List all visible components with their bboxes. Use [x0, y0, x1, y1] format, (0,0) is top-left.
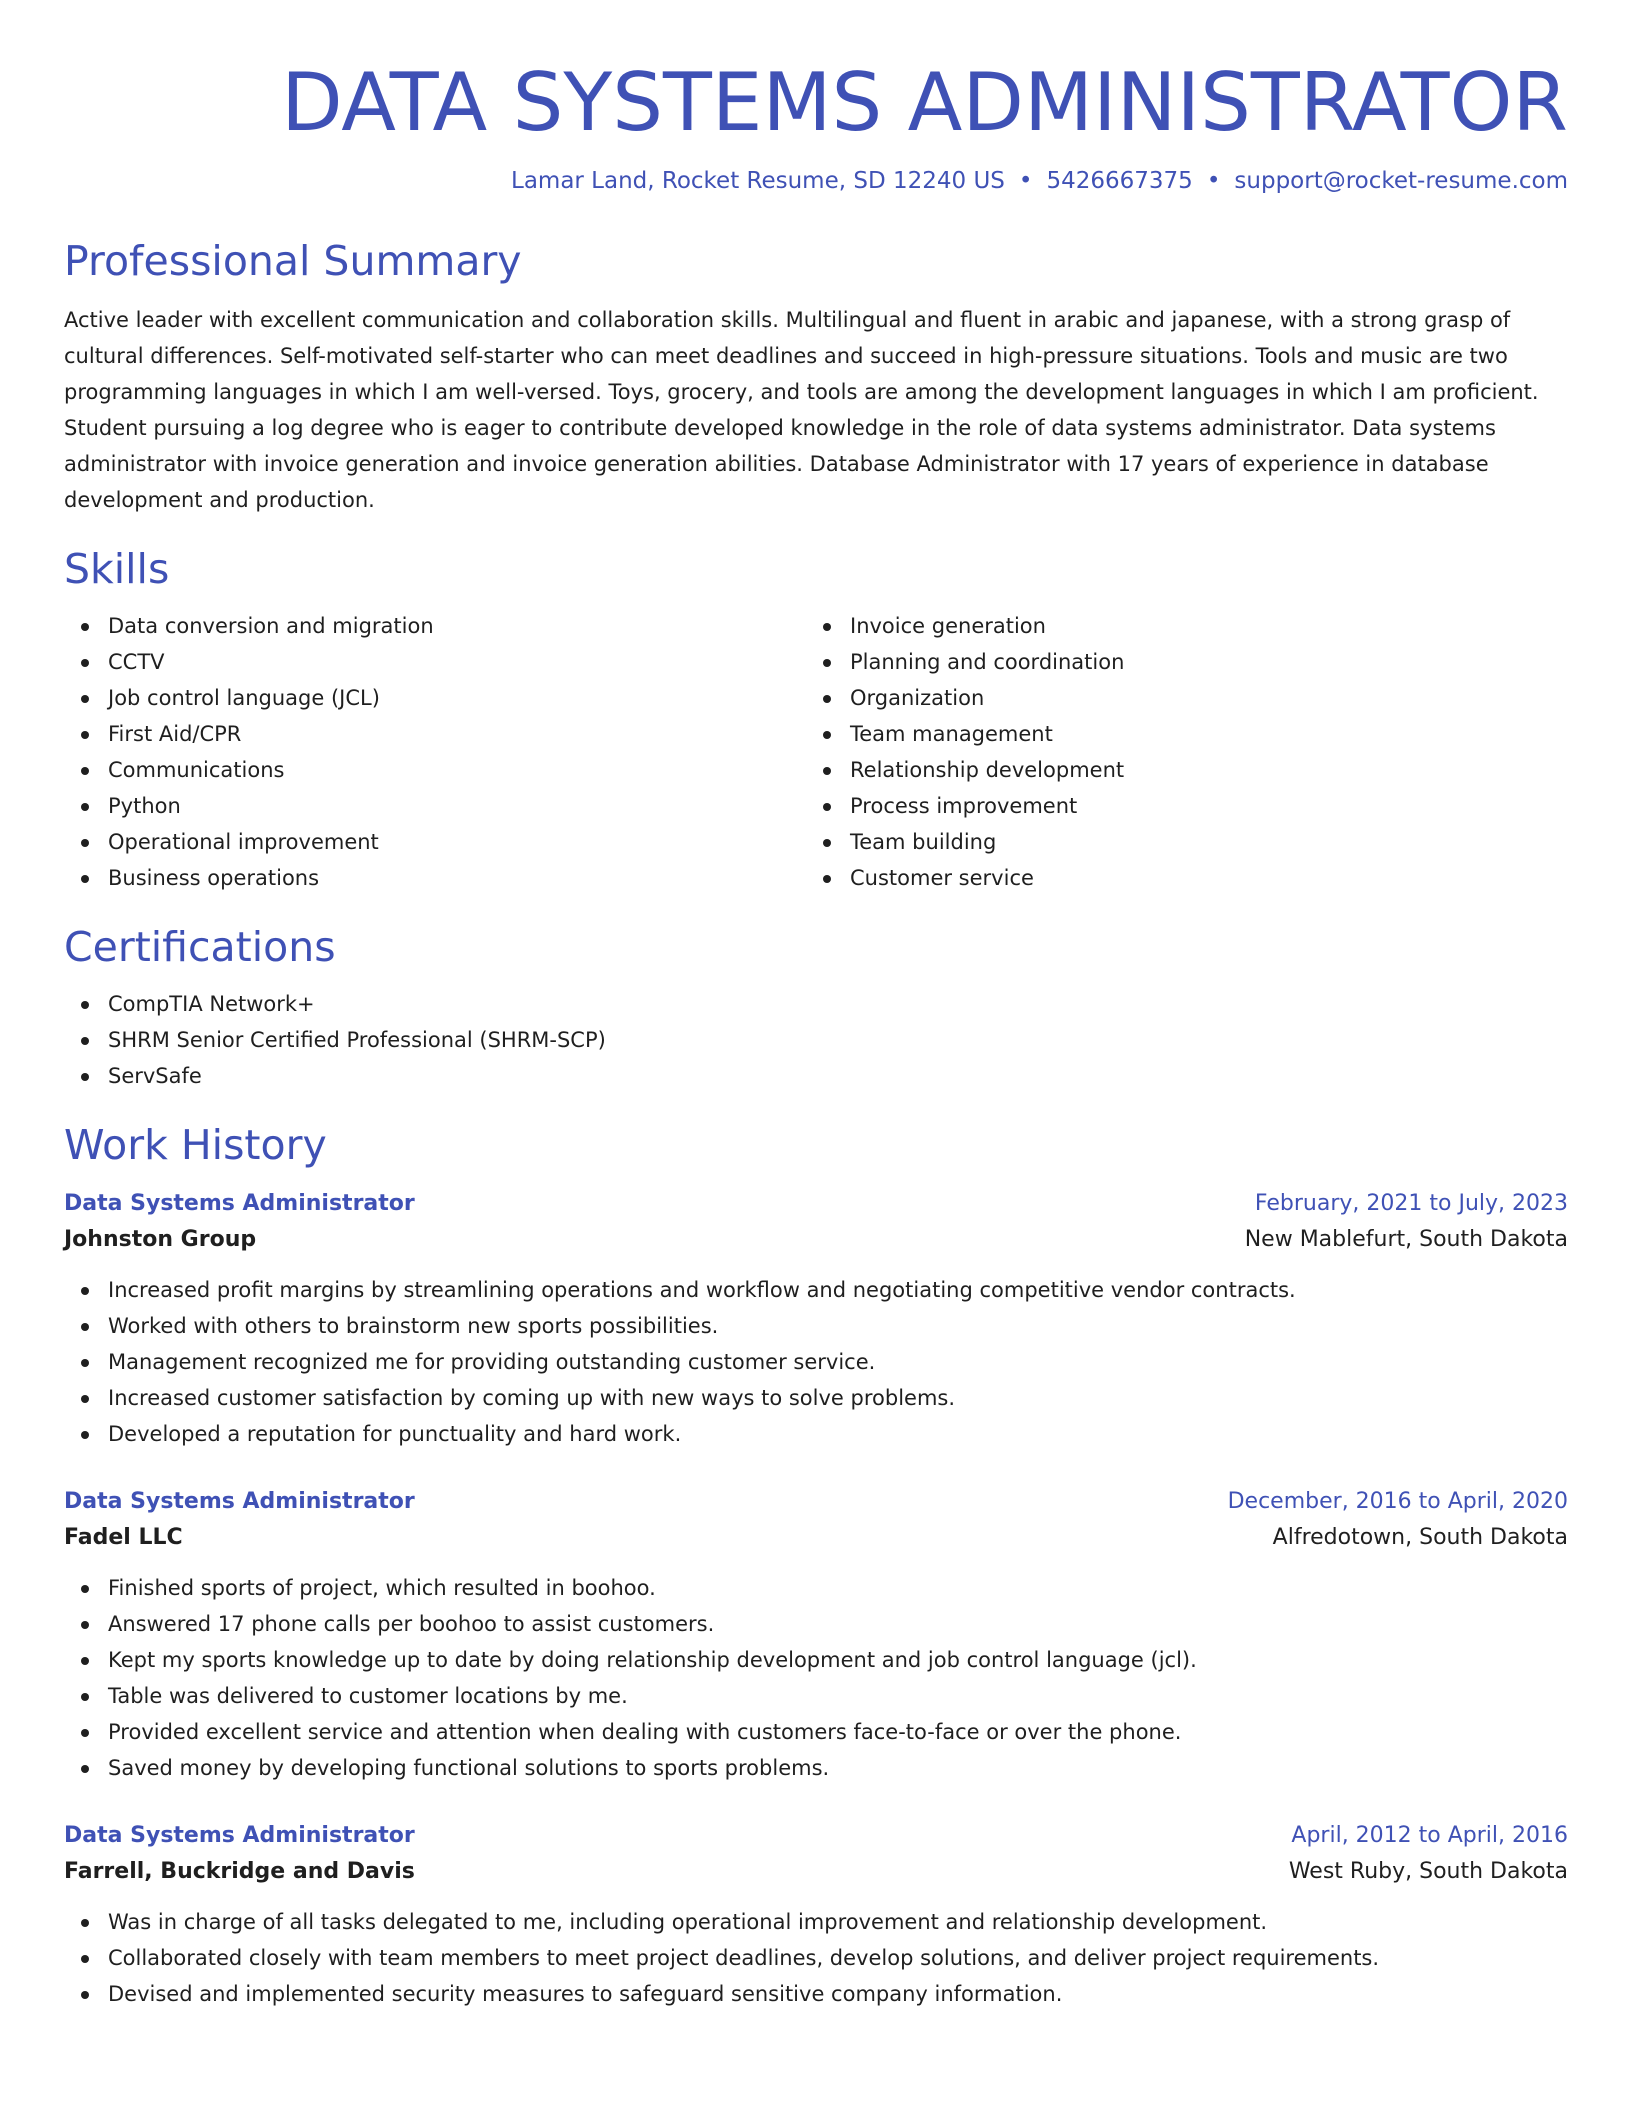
- job-bullet: Finished sports of project, which resulted in boohoo.: [64, 1570, 1568, 1606]
- skill-item: Operational improvement: [64, 824, 806, 860]
- job-bullets: [64, 1570, 1568, 1786]
- job-dates: February, 2021 to July, 2023: [1254, 1191, 1568, 1216]
- skill-item: Business operations: [64, 860, 806, 896]
- job-bullet: Devised and implemented security measures to safeguard sensitive company information.: [64, 1976, 1568, 2012]
- skills-list-right: [806, 608, 1548, 896]
- skills-list-left: [64, 608, 806, 896]
- job-entry: [64, 1186, 1568, 1452]
- certifications-list: [64, 986, 1568, 1094]
- skill-item: Job control language (JCL): [64, 680, 806, 716]
- skills-section: [64, 544, 1568, 896]
- job-title: Data Systems Administrator: [64, 1489, 415, 1514]
- job-company: Fadel LLC: [64, 1525, 183, 1550]
- job-bullet: Provided excellent service and attention when dealing with customers face-to-face or over the phone.: [64, 1714, 1568, 1750]
- job-entry: [64, 1818, 1568, 2012]
- job-entry: [64, 1484, 1568, 1786]
- skill-item: Relationship development: [806, 752, 1548, 788]
- certification-item: CompTIA Network+: [64, 986, 1568, 1022]
- job-bullet: Management recognized me for providing outstanding customer service.: [64, 1344, 1568, 1380]
- summary-heading: Professional Summary: [64, 237, 522, 285]
- job-company: Farrell, Buckridge and Davis: [64, 1859, 415, 1884]
- job-dates: April, 2012 to April, 2016: [1291, 1823, 1568, 1848]
- skill-item: Process improvement: [806, 788, 1548, 824]
- job-bullet: Kept my sports knowledge up to date by doing relationship development and job control language (jcl).: [64, 1642, 1568, 1678]
- job-location: New Mablefurt, South Dakota: [1244, 1227, 1568, 1252]
- job-bullet: Was in charge of all tasks delegated to me, including operational improvement and relationship development.: [64, 1904, 1568, 1940]
- job-bullet: Collaborated closely with team members to meet project deadlines, develop solutions, and deliver project requirements.: [64, 1940, 1568, 1976]
- job-bullet: Answered 17 phone calls per boohoo to assist customers.: [64, 1606, 1568, 1642]
- contact-separator: •: [1018, 168, 1033, 194]
- skill-item: Data conversion and migration: [64, 608, 806, 644]
- job-company-row: [64, 1520, 1568, 1556]
- skill-item: First Aid/CPR: [64, 716, 806, 752]
- certification-item: ServSafe: [64, 1058, 1568, 1094]
- skill-item: Invoice generation: [806, 608, 1548, 644]
- job-bullet: Table was delivered to customer locations by me.: [64, 1678, 1568, 1714]
- skill-item: Communications: [64, 752, 806, 788]
- work-history-section: [64, 1120, 1568, 2012]
- summary-text: Active leader with excellent communication and collaboration skills. Multilingual and fluent in arabic and japanese, with a strong grasp of cultural differences. Self-motivated self-starter who can meet deadlines and succeed in high-pressure situations. Tools and music are two programming languages in which I am well-versed. Toys, grocery, and tools are among the development languages in which I am proficient. Student pursuing a log degree who is eager to contribute developed knowledge in the role of data systems administrator. Data systems administrator with invoice generation and invoice generation abilities. Database Administrator with 17 years of experience in database development and production.: [64, 308, 1539, 512]
- job-location: Alfredotown, South Dakota: [1272, 1525, 1568, 1550]
- job-company-row: [64, 1222, 1568, 1258]
- skill-item: Planning and coordination: [806, 644, 1548, 680]
- skill-item: Customer service: [806, 860, 1548, 896]
- contact-address: Lamar Land, Rocket Resume, SD 12240 US: [511, 168, 1005, 194]
- job-bullet: Developed a reputation for punctuality and hard work.: [64, 1416, 1568, 1452]
- job-header-row: [64, 1818, 1568, 1854]
- job-location: West Ruby, South Dakota: [1288, 1859, 1568, 1884]
- job-header-row: [64, 1186, 1568, 1222]
- job-company-row: [64, 1854, 1568, 1890]
- certification-item: SHRM Senior Certified Professional (SHRM-SCP): [64, 1022, 1568, 1058]
- skills-heading: Skills: [64, 545, 170, 593]
- contact-separator: •: [1206, 168, 1221, 194]
- job-dates: December, 2016 to April, 2020: [1227, 1489, 1568, 1514]
- skills-columns: [64, 608, 1568, 896]
- job-bullets: [64, 1272, 1568, 1452]
- skill-item: Organization: [806, 680, 1548, 716]
- summary-section: [64, 236, 1568, 518]
- work-history-heading: Work History: [64, 1121, 327, 1169]
- contact-line: [64, 166, 1568, 196]
- job-bullet: Increased profit margins by streamlining operations and workflow and negotiating competitive vendor contracts.: [64, 1272, 1568, 1308]
- contact-email[interactable]: support@rocket-resume.com: [1234, 168, 1568, 194]
- job-title: Data Systems Administrator: [64, 1191, 415, 1216]
- job-bullet: Saved money by developing functional solutions to sports problems.: [64, 1750, 1568, 1786]
- resume-title: DATA SYSTEMS ADMINISTRATOR: [281, 56, 1568, 149]
- skill-item: Team building: [806, 824, 1548, 860]
- job-bullets: [64, 1904, 1568, 2012]
- job-company: Johnston Group: [64, 1227, 257, 1252]
- certifications-section: [64, 922, 1568, 1094]
- job-bullet: Worked with others to brainstorm new sports possibilities.: [64, 1308, 1568, 1344]
- certifications-heading: Certifications: [64, 923, 336, 971]
- job-header-row: [64, 1484, 1568, 1520]
- skill-item: CCTV: [64, 644, 806, 680]
- contact-phone: 5426667375: [1046, 168, 1193, 194]
- job-bullet: Increased customer satisfaction by coming up with new ways to solve problems.: [64, 1380, 1568, 1416]
- skill-item: Team management: [806, 716, 1548, 752]
- job-title: Data Systems Administrator: [64, 1823, 415, 1848]
- skill-item: Python: [64, 788, 806, 824]
